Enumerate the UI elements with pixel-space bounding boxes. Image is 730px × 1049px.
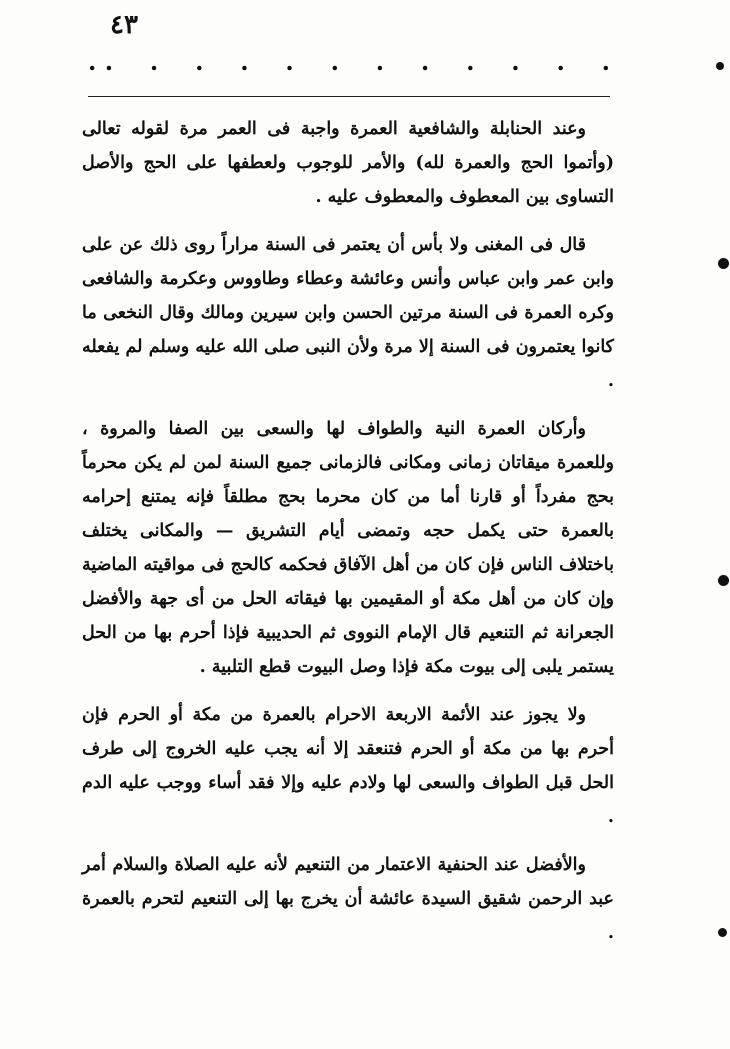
binding-hole-mark bbox=[716, 62, 724, 70]
header-dot: . bbox=[375, 47, 385, 76]
header-rule bbox=[88, 96, 610, 97]
binding-hole-mark bbox=[718, 928, 727, 937]
binding-hole-mark bbox=[718, 575, 729, 586]
paragraph: وعند الحنابلة والشافعية العمرة واجبة فى العمر مرة لقوله تعالى (وأتموا الحج والعمرة لله) والأمر للوجوب ولعطفها على الحج والأصل التساوى بين المعطوف والمعطوف عليه . bbox=[82, 119, 614, 207]
paragraph: والأفضل عند الحنفية الاعتمار من التنعيم لأنه عليه الصلاة والسلام أمر عبد الرحمن شقيق السيدة عائشة أن يخرج بها إلى التنعيم لتحرم بالعمرة . bbox=[82, 855, 614, 943]
binding-hole-mark bbox=[718, 258, 729, 269]
header-dot: . bbox=[195, 47, 204, 76]
header-dot: . . bbox=[88, 47, 114, 76]
header-dot: . bbox=[149, 47, 159, 76]
header-dot: . bbox=[601, 47, 610, 76]
header-dot: . bbox=[285, 47, 294, 76]
page-number: ٤٣ bbox=[110, 10, 138, 40]
header-dot: . bbox=[240, 47, 249, 76]
page-body bbox=[82, 112, 614, 964]
header-dots bbox=[88, 47, 610, 76]
header-dot: . bbox=[330, 47, 339, 76]
paragraph: وأركان العمرة النية والطواف لها والسعى بين الصفا والمروة ، وللعمرة ميقاتان زمانى ومكانى فالزمانى جميع السنة لمن لم يكن محرماً بحج مفرداً أو قارنا أما من كان محرما بحج مطلقاً فإنه يمتنع إحرامه بالعمرة حتى يكمل حجه وتمضى أيام التشريق — والمكانى يختلف باختلاف الناس فإن كان من أهل الآفاق فحكمه كالحج فى مواقيته الماضية وإن كان من أهل مكة أو المقيمين بها فيقاته الحل من أى جهة والأفضل الجعرانة ثم التنعيم قال الإمام النووى ثم الحديبية فإذا أحرم بها من الحل يستمر يلبى إلى بيوت مكة فإذا وصل البيوت قطع التلبية . bbox=[82, 419, 614, 677]
paragraph: ولا يجوز عند الأئمة الاربعة الاحرام بالعمرة من مكة أو الحرم فإن أحرم بها من مكة أو الحرم فتنعقد إلا أنه يجب عليه الخروج إلى طرف الحل قبل الطواف والسعى لها ولادم عليه وإلا فقد أساء ووجب عليه الدم . bbox=[82, 705, 614, 827]
paragraph: قال فى المغنى ولا بأس أن يعتمر فى السنة مراراً روى ذلك عن على وابن عمر وابن عباس وأنس وعائشة وعطاء وطاووس وعكرمة والشافعى وكره العمرة فى السنة مرتين الحسن وابن سيرين ومالك وقال النخعى ما كانوا يعتمرون فى السنة إلا مرة ولأن النبى صلى الله عليه وسلم لم يفعله . bbox=[82, 235, 614, 391]
header-dot: . bbox=[420, 47, 430, 76]
header-dot: . bbox=[511, 47, 520, 76]
header-dot: . bbox=[466, 47, 475, 76]
header-dot: . bbox=[556, 47, 565, 76]
